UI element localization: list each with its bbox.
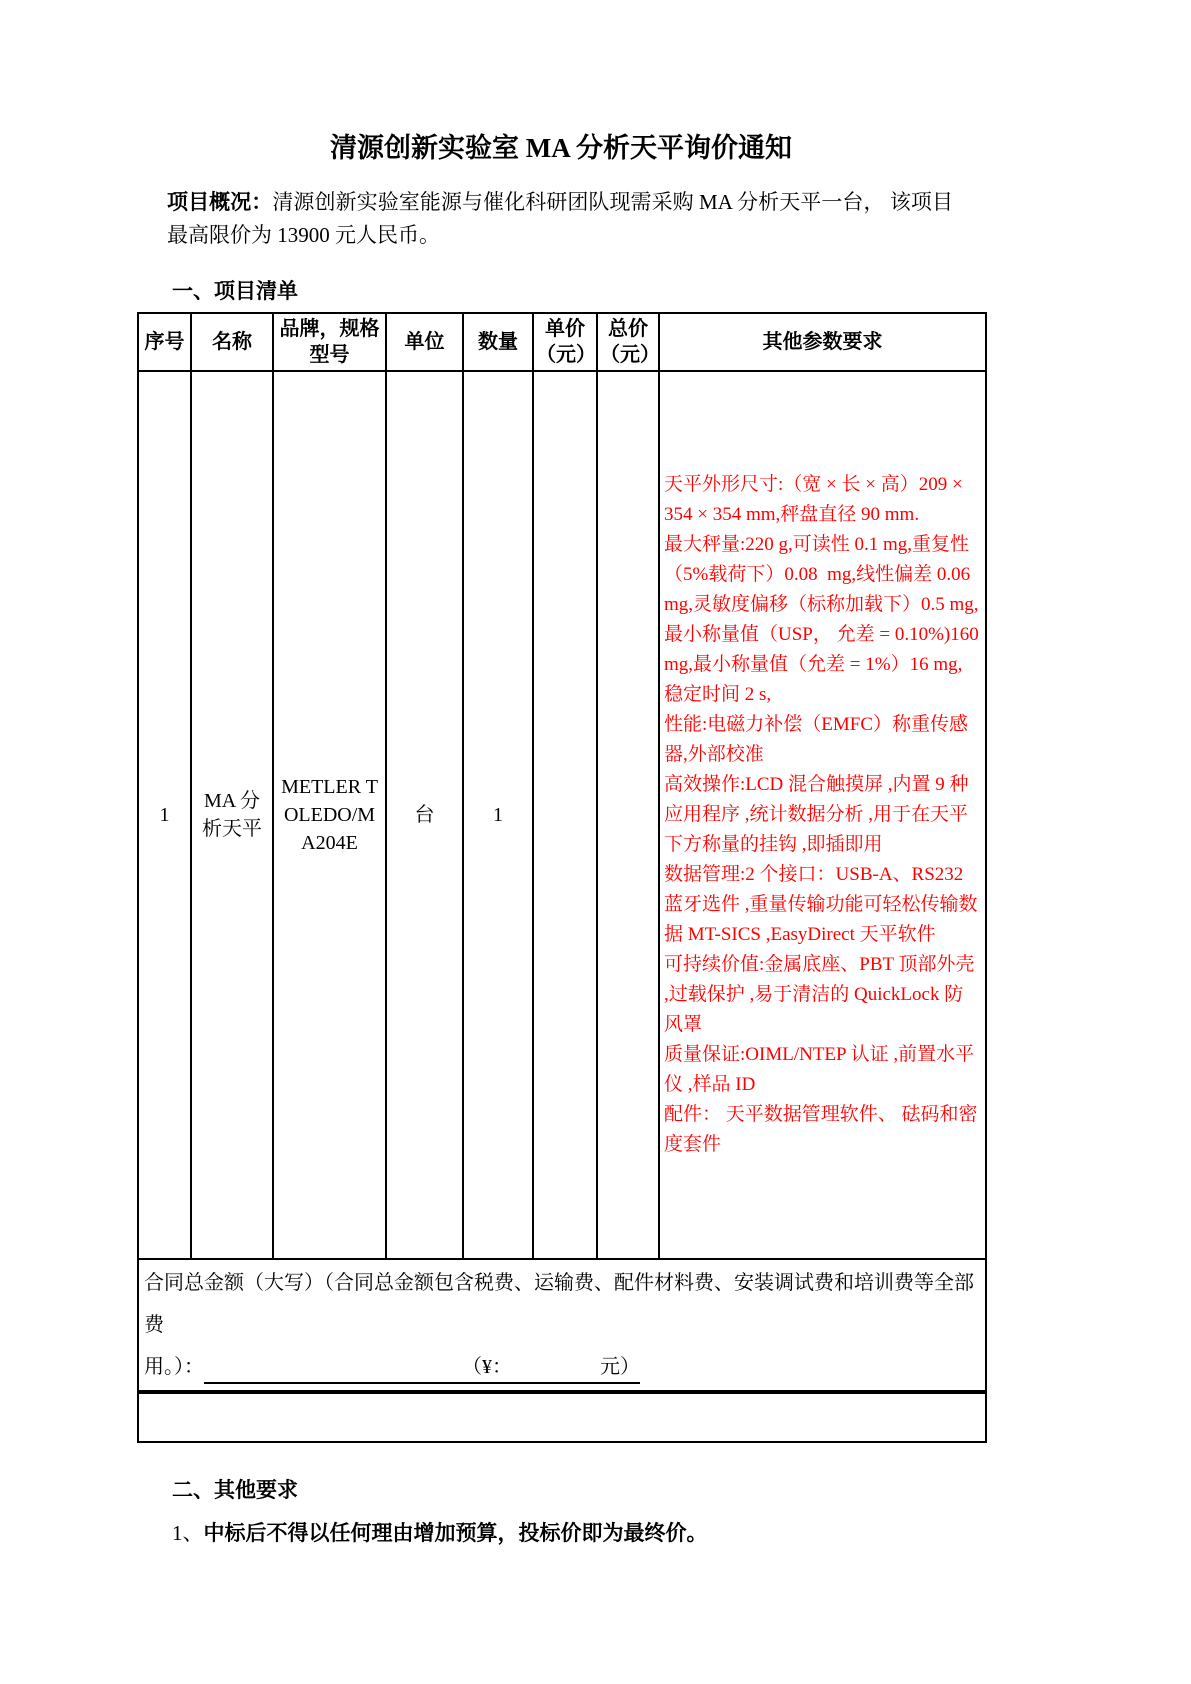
currency-amount-blank [512, 1369, 600, 1373]
param-performance: 性能:电磁力补偿（EMFC）称重传感器,外部校准 [664, 714, 969, 765]
currency-suffix: 元） [600, 1356, 640, 1378]
contract-total-line2 [144, 1346, 980, 1388]
amount-blank [204, 1369, 462, 1373]
col-header-unit: 单位 [386, 313, 463, 371]
item-name: MA 分析天平 [191, 371, 273, 1259]
col-header-seq: 序号 [138, 313, 191, 371]
param-dimensions: 天平外形尺寸:（宽 × 长 × 高）209 × 354 × 354 mm,秤盘直径 90 mm. [664, 474, 968, 525]
contract-total-row [138, 1259, 986, 1392]
other-requirement-1 [172, 1517, 985, 1550]
items-table [137, 312, 987, 1443]
overview-label: 项目概况： [167, 190, 273, 214]
other-requirement-1-text: 中标后不得以任何理由增加预算，投标价即为最终价。 [203, 1521, 708, 1545]
table-row [138, 371, 986, 1259]
param-operation: 高效操作:LCD 混合触摸屏 ,内置 9 种应用程序 ,统计数据分析 ,用于在天平下方称量的挂钩 ,即插即用 [664, 774, 969, 855]
other-requirement-1-num: 1、 [172, 1521, 204, 1545]
item-total-price [597, 371, 659, 1259]
item-brand-spec: METLER TOLEDO/MA204E [273, 371, 386, 1259]
item-unit: 台 [386, 371, 463, 1259]
contract-total-cell [138, 1259, 986, 1392]
section-heading-2: 二、其他要求 [172, 1478, 298, 1502]
overview-text: 清源创新实验室能源与催化科研团队现需采购 MA 分析天平一台， 该项目最高限价为 13900 元人民币。 [167, 190, 954, 247]
col-header-unit-price: 单价（元） [533, 313, 597, 371]
table-header-row [138, 313, 986, 371]
col-header-params: 其他参数要求 [659, 313, 986, 371]
contract-total-line2-prefix: 用。）： [144, 1356, 204, 1378]
item-qty: 1 [463, 371, 533, 1259]
amount-blank-underline [204, 1352, 640, 1384]
param-accessories: 配件： 天平数据管理软件、 砝码和密度套件 [664, 1104, 978, 1155]
contract-total-line1: 合同总金额（大写）（合同总金额包含税费、运输费、配件材料费、安装调试费和培训费等全部费 [144, 1272, 974, 1336]
col-header-total-price: 总价（元） [597, 313, 659, 371]
param-durability: 可持续价值:金属底座、PBT 顶部外壳 ,过载保护 ,易于清洁的 QuickLock 防风罩 [664, 954, 980, 1035]
col-header-brand-spec: 品牌，规格型号 [273, 313, 386, 371]
section-heading-1: 一、项目清单 [172, 279, 298, 303]
currency-prefix: （¥： [462, 1356, 512, 1378]
param-quality: 质量保证:OIML/NTEP 认证 ,前置水平仪 ,样品 ID [664, 1044, 975, 1095]
doc-title: 清源创新实验室 MA 分析天平询价通知 [330, 133, 792, 163]
param-capacity: 最大秤量:220 g,可读性 0.1 mg,重复性（5%载荷下）0.08 mg,线性偏差 0.06 mg,灵敏度偏移（标称加载下）0.5 mg,最小称量值（USP， 允差 = 0.10%)160 mg,最小称量值（允差 = 1%）16 mg,稳定时间 2 s, [664, 534, 984, 705]
project-overview [167, 186, 953, 252]
col-header-qty: 数量 [463, 313, 533, 371]
empty-row [138, 1392, 986, 1442]
col-header-name: 名称 [191, 313, 273, 371]
item-params [659, 371, 986, 1259]
item-unit-price [533, 371, 597, 1259]
param-data-management: 数据管理:2 个接口：USB-A、RS232 蓝牙选件 ,重量传输功能可轻松传输数据 MT-SICS ,EasyDirect 天平软件 [664, 864, 978, 945]
empty-cell [138, 1392, 986, 1442]
page-container [137, 0, 985, 1550]
item-seq: 1 [138, 371, 191, 1259]
